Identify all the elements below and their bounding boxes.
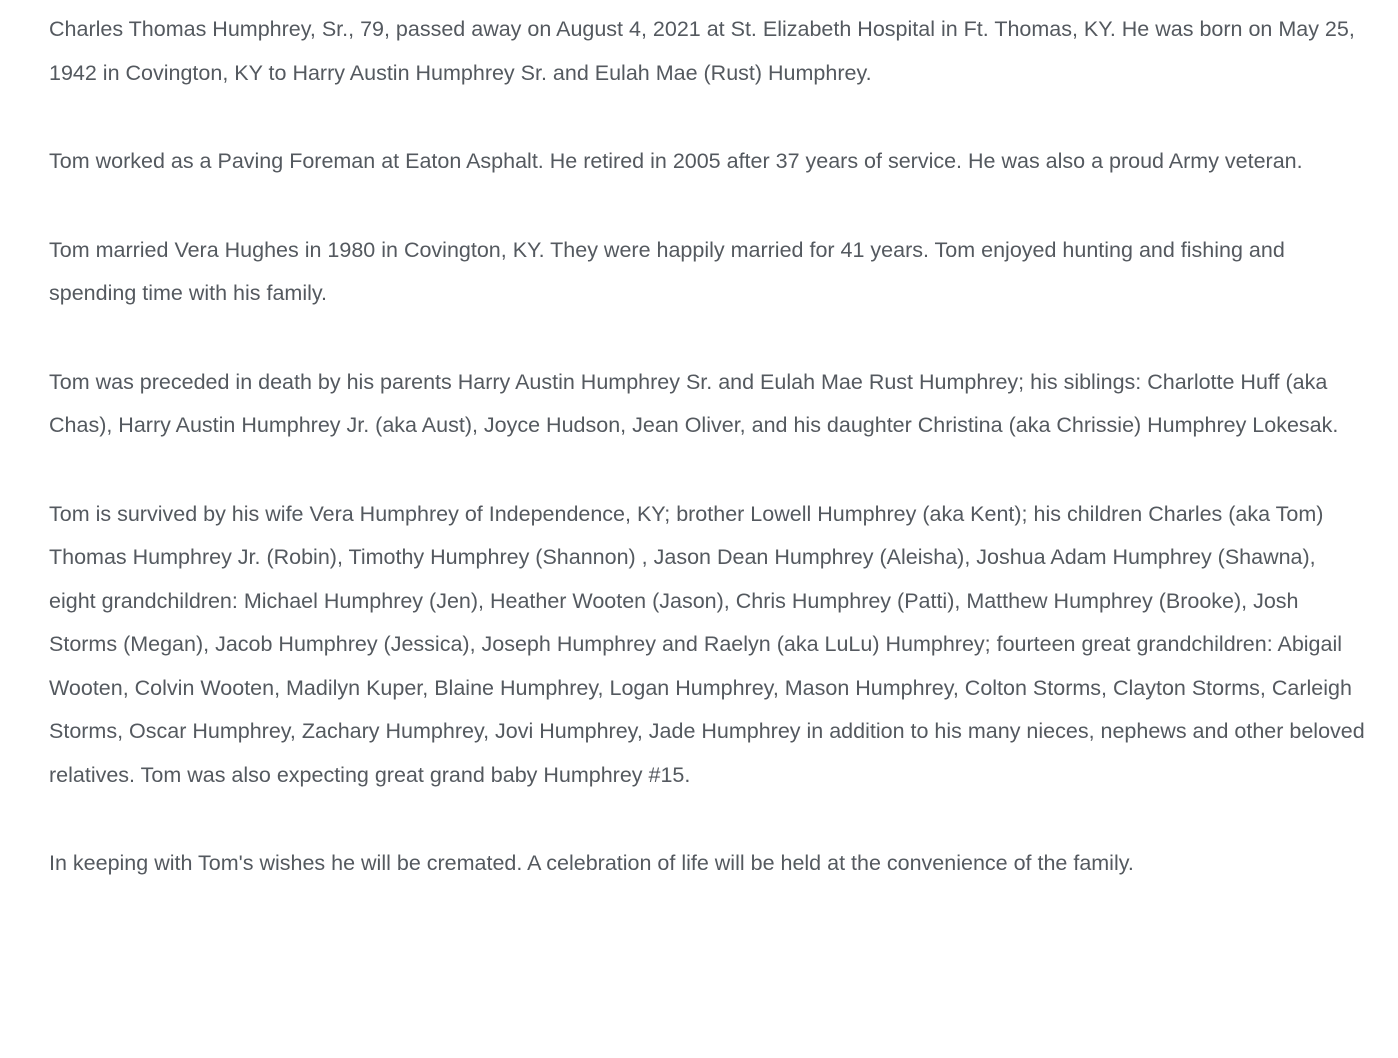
obituary-paragraph-services: In keeping with Tom's wishes he will be cremated. A celebration of life will be held at the convenience of the family. — [49, 851, 1134, 875]
obituary-paragraph-preceded-in-death: Tom was preceded in death by his parents Harry Austin Humphrey Sr. and Eulah Mae Rust Humphrey; his siblings: Charlotte Huff (aka Chas), Harry Austin Humphrey Jr. (aka Aust), Joyce Hudson, Jean Oliver, and his daughter Christina (aka Chrissie) Humphrey Lokesak. — [49, 369, 1339, 437]
obituary-paragraph-career: Tom worked as a Paving Foreman at Eaton Asphalt. He retired in 2005 after 37 years of service. He was also a proud Army veteran. — [49, 149, 1303, 173]
obituary-paragraph-marriage: Tom married Vera Hughes in 1980 in Covington, KY. They were happily married for 41 years. Tom enjoyed hunting and fishing and spending time with his family. — [49, 237, 1285, 305]
obituary-paragraph-birth-death: Charles Thomas Humphrey, Sr., 79, passed away on August 4, 2021 at St. Elizabeth Hospital in Ft. Thomas, KY. He was born on May 25, 1942 in Covington, KY to Harry Austin Humphrey Sr. and Eulah Mae (Rust) Humphrey. — [49, 17, 1355, 85]
obituary-paragraph-survived-by: Tom is survived by his wife Vera Humphrey of Independence, KY; brother Lowell Humphrey (aka Kent); his children Charles (aka Tom) Thomas Humphrey Jr. (Robin), Timothy Humphrey (Shannon) , Jason Dean Humphrey (Aleisha), Joshua Adam Humphrey (Shawna), eight grandchildren: Michael Humphrey (Jen), Heather Wooten (Jason), Chris Humphrey (Patti), Matthew Humphrey (Brooke), Josh Storms (Megan), Jacob Humphrey (Jessica), Joseph Humphrey and Raelyn (aka LuLu) Humphrey; fourteen great grandchildren: Abigail Wooten, Colvin Wooten, Madilyn Kuper, Blaine Humphrey, Logan Humphrey, Mason Humphrey, Colton Storms, Clayton Storms, Carleigh Storms, Oscar Humphrey, Zachary Humphrey, Jovi Humphrey, Jade Humphrey in addition to his many nieces, nephews and other beloved relatives. Tom was also expecting great grand baby Humphrey #15. — [49, 501, 1365, 787]
